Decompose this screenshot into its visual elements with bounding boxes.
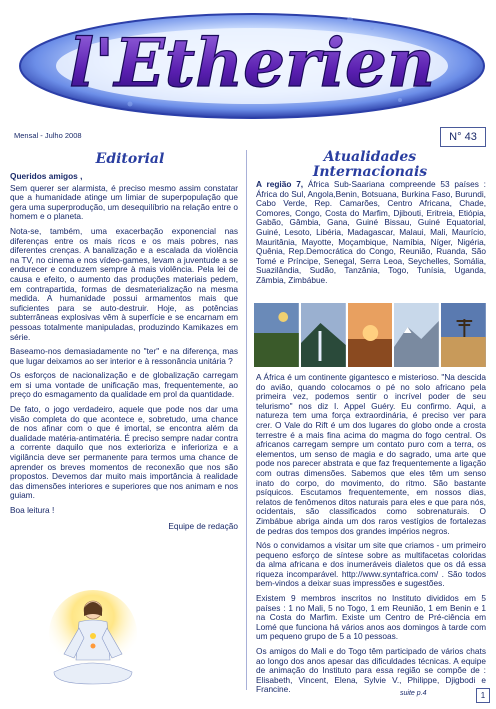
landscape-photo-3	[348, 303, 393, 367]
editorial-paragraph: Os esforços de nacionalização e de globalização carregam em si uma vontade de unificação mas, frequentemente, ao preço do esmagamento da qualidade em prol da quantidade.	[10, 370, 238, 400]
issue-date: Mensal - Julho 2008	[14, 131, 82, 140]
news-lead	[256, 180, 486, 291]
column-divider	[246, 150, 247, 690]
meditating-figure-illustration	[34, 588, 152, 706]
landscape-photo-2	[301, 303, 346, 367]
africa-photo-strip	[254, 303, 486, 367]
editorial-paragraph: De fato, o jogo verdadeiro, aquele que pode nos dar uma visão completa do que acontece e, sobretudo, uma chance de nos afinar com o que é imortal, se encontra além da dualidade matéria-antimatéria. É preciso sempre nadar contra a corrente daquilo que nos exterioriza e inferioriza e a vigilância deve ser permanente para termos uma chance de aprender os breves momentos de reconexão que nos são propostos. Devemos dar muito mais importância à realidade das dimensões interiores e superiores que nos animam e nos guiam.	[10, 404, 238, 501]
masthead-logo	[0, 0, 496, 128]
news-lead-paragraph	[256, 180, 486, 286]
logo-text: l'Etherien	[69, 24, 435, 102]
news-paragraph: A África é um continente gigantesco e misterioso. "Na descida do avião, quando colocamos o pé no solo africano pela primeira vez, podemos sentir o incrível poder de seu telurismo" nos diz I. Appel Guéry. Eu confirmo. Aqui, a natureza tem uma força extraordinária, é preciso ver para crer. O Vale do Rift é um dos lugares do globo onde a crosta terrestre é a mais fina acima do magma do fogo central. Os africanos carregam sempre um contato puro com a terra, os elementos, um senso de magia e do sagrado, uma arte que pode nos parecer abstrata e que faz frequentemente a ligação com outras dimensões. Sabemos que eles têm um senso inato do corpo, do movimento, do ritmo. São bastante psíquicos. Escutamos frequentemente, em nossos dias, relatos de fenômenos ditos naturais para eles e que para nós, ocidentais, são classificados como sobrenaturais. O Zimbábue abriga ainda um dos raros vestígios de fortalezas de pedras dos tempos dos grandes impérios negros.	[256, 372, 486, 536]
news-lead-bold: A região 7,	[256, 179, 304, 189]
landscape-photo-4	[394, 303, 439, 367]
news-paragraph: Existem 9 membros inscritos no Instituto divididos em 5 países : 1 no Mali, 5 no Togo, 1 em Reunião, 1 em Benin e 1 na Costa do Marfim. Existe um Centro de Pré-ciência em Lomé que funciona há vários anos aos domingos à tarde com um pequeno grupo de 5 a 10 pessoas.	[256, 593, 486, 642]
landscape-photo-1	[254, 303, 299, 367]
landscape-photo-5	[441, 303, 486, 367]
editorial-closing: Boa leitura !	[10, 505, 55, 515]
editorial-paragraph: Sem querer ser alarmista, é preciso mesmo assim constatar que a humanidade atinge um limiar de superpopulação que gera uma superprodução, um desequilíbrio na relação entre o homem e o planeta.	[10, 182, 238, 222]
editorial-greeting: Queridos amigos ,	[10, 171, 83, 181]
news-title	[270, 150, 470, 180]
continued-note: suite p.4	[400, 690, 427, 697]
editorial-paragraph: Baseamo-nos demasiadamente no "ter" e na diferença, mas que lugar deixamos ao ser interior e à ressonância unitária ?	[10, 346, 238, 366]
news-title-line1: Atualidades	[323, 149, 417, 165]
news-paragraph: Os amigos do Mali e do Togo têm participado de vários chats ao longo dos anos apesar das dificuldades técnicas. A equipe de animação do Instituto para essa região se compõe de : Elisabeth, Vincent, Elena, Sylvie V., Philippe, Djigbodi e Francine.	[256, 646, 486, 695]
issue-number: N° 43	[440, 127, 486, 147]
news-title-line2: Internacionais	[312, 164, 428, 180]
editorial-paragraph: Nota-se, também, uma exacerbação exponencial nas diferenças entre os mais ricos e os mais pobres, nas diferentes crenças. A banalização e a escalada da violência na TV, no cinema e nos vídeo-games, levam a juventude a se endurecer e conduzem sempre à mais violência. Pela lei de causa e efeito, o aumento das produções materiais pedem, em contrapartida, formas de desmaterialização na mesma medida. A humanidade possui armamentos mais que suficientes para se auto-destruir. Hoje, as potências subterrâneas explosivas vêm à superfície e se encarnam em pessoas totalmente manipuladas, produzindo Kamikazes em série.	[10, 225, 238, 342]
editorial-column	[10, 172, 238, 536]
editorial-signature: Equipe de redação	[168, 520, 238, 531]
news-lead-text: África Sub-Saariana compreende 53 países : África do Sul, Angola,Benin, Botsuana, Burkina Faso, Burundi, Cabo Verde, Rep. Camarões, Centro Africana, Chade, Comores, Congo, Costa do Marfim, Djibouti, Eritreia, Etiópia, Gabão, Gâmbia, Gana, Guiné Bissau, Guiné Equatorial, Guiné, Lesoto, Libéria, Madagascar, Malaui, Mali, Maurício, Mauritânia, Mayotte, Moçambique, Namíbia, Níger, Nigéria, Quênia, Rep.Democrática do Congo, Reunião, Ruanda, São Tomé e Príncipe, Senegal, Serra Leoa, Seychelles, Somália, Suazilândia, Sudão, Tanzânia, Togo, Tunísia, Uganda, Zâmbia, Zimbábue.	[256, 179, 486, 285]
editorial-title: Editorial	[95, 151, 165, 167]
news-paragraph: Nós o convidamos a visitar um site que criamos - um primeiro pequeno esforço de síntese sobre as multifacetas coloridas da alma africana e dos inumeráveis dialetos que os dá essa riqueza incomparável. http://www.syntafrica.com/ . São todos bem-vindos a deixar suas impressões e sugestões.	[256, 540, 486, 589]
page-number: 1	[476, 688, 490, 703]
news-body	[256, 373, 486, 700]
